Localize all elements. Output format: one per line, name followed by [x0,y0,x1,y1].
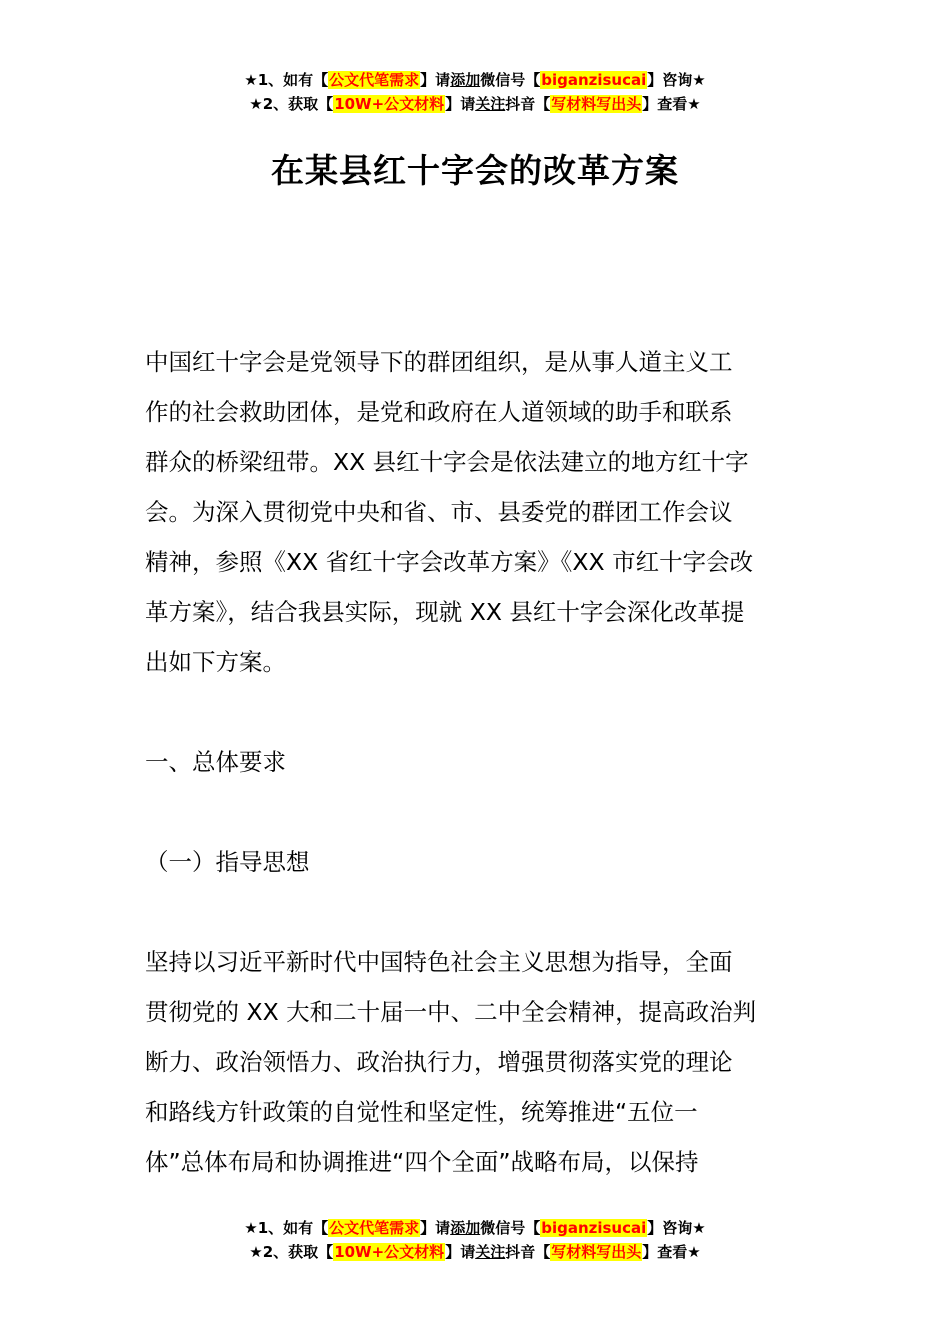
paragraph-line: 贯彻党的 XX 大和二十届一中、二中全会精神，提高政治判 [145,998,757,1026]
paragraph-line: 作的社会救助团体，是党和政府在人道领域的助手和联系 [145,398,733,426]
paragraph-line: 精神，参照《XX 省红十字会改革方案》《XX 市红十字会改 [145,548,754,576]
document-title: 在某县红十字会的改革方案 [271,151,679,190]
paragraph-line: 出如下方案。 [145,648,286,676]
footer-banner [0,1216,950,1264]
paragraph-line: 坚持以习近平新时代中国特色社会主义思想为指导，全面 [145,948,733,976]
banner-underline: 添加 [450,71,481,89]
banner-text: ★2、获取【 [249,1243,334,1261]
banner-text: 】请 [420,1219,451,1237]
banner-highlight: 写材料写出头 [551,95,642,113]
banner-highlight: 10W+公文材料 [334,1243,445,1261]
paragraph-line: 中国红十字会是党领导下的群团组织，是从事人道主义工 [145,348,733,376]
header-banner [0,68,950,116]
banner-text: ★1、如有【 [244,1219,329,1237]
banner-text: 抖音【 [505,95,551,113]
banner-text: 微信号【 [480,1219,541,1237]
banner-line-2 [0,1240,950,1264]
guiding-paragraph [145,937,810,1187]
paragraph-line: 革方案》，结合我县实际，现就 XX 县红十字会深化改革提 [145,598,745,626]
paragraph-line: 会。为深入贯彻党中央和省、市、县委党的群团工作会议 [145,498,733,526]
banner-highlight: 公文代笔需求 [329,1219,420,1237]
paragraph-line: 群众的桥梁纽带。XX 县红十字会是依法建立的地方红十字 [145,448,749,476]
banner-text: ★1、如有【 [244,71,329,89]
banner-highlight: biganzisucai [541,1219,647,1237]
banner-highlight: 公文代笔需求 [329,71,420,89]
banner-text: 】请 [445,1243,476,1261]
banner-text: 】请 [445,95,476,113]
section-heading: 一、总体要求 [145,748,286,776]
paragraph-line: 体”总体布局和协调推进“四个全面”战略布局，以保持 [145,1148,699,1176]
banner-highlight: 10W+公文材料 [334,95,445,113]
banner-underline: 关注 [475,95,506,113]
banner-line-2 [0,92,950,116]
banner-highlight: biganzisucai [541,71,647,89]
banner-text: ★2、获取【 [249,95,334,113]
banner-text: 】请 [420,71,451,89]
banner-text: 抖音【 [505,1243,551,1261]
paragraph-line: 断力、政治领悟力、政治执行力，增强贯彻落实党的理论 [145,1048,733,1076]
subsection-heading: （一）指导思想 [145,848,310,876]
banner-highlight: 写材料写出头 [551,1243,642,1261]
banner-line-1 [0,1216,950,1240]
banner-text: 】咨询★ [647,71,706,89]
intro-paragraph [145,337,810,687]
banner-underline: 添加 [450,1219,481,1237]
banner-text: 】查看★ [642,1243,701,1261]
banner-underline: 关注 [475,1243,506,1261]
banner-text: 微信号【 [480,71,541,89]
paragraph-line: 和路线方针政策的自觉性和坚定性，统筹推进“五位一 [145,1098,698,1126]
banner-text: 】咨询★ [647,1219,706,1237]
banner-line-1 [0,68,950,92]
banner-text: 】查看★ [642,95,701,113]
